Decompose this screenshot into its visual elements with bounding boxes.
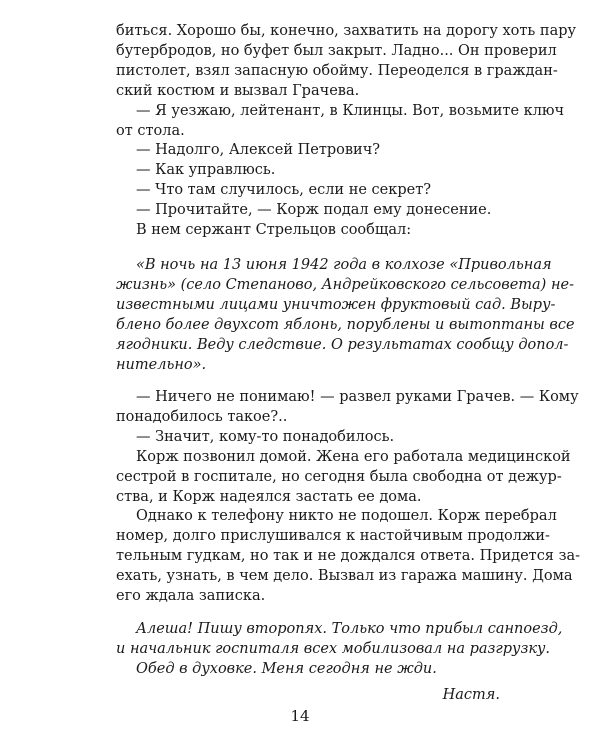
dialogue-paragraph [116,181,500,201]
text-line: известными лицами уничтожен фруктовый сад. Выру- [116,296,556,313]
text-line: бутербродов, но буфет был закрыт. Ладно... Он проверил [116,42,557,59]
text-line: сестрой в госпитале, но сегодня была свободна от дежур- [116,468,562,485]
narrative-top [116,22,577,241]
note-paragraph [116,620,563,660]
text-line: — Прочитайте, — Корж подал ему донесение. [136,202,492,219]
text-line: — Ничего не понимаю! — развел руками Грачев. — Кому [136,389,579,405]
dialogue-paragraph [116,102,565,142]
text-line: ский костюм и вызвал Грачева. [116,82,360,99]
text-line: В нем сержант Стрельцов сообщал: [136,222,412,239]
page-number: 14 [290,707,310,725]
paragraph [116,448,571,508]
paragraph [116,221,500,241]
paragraph [116,507,581,607]
text-line: нительно». [116,356,207,373]
dialogue-paragraph [116,388,579,428]
text-line: ства, и Корж надеялся застать ее дома. [116,488,422,505]
report-quote [116,256,575,375]
text-line: Однако к телефону никто не подошел. Корж перебрал [136,508,557,525]
text-line: номер, долго прислушивался к настойчивым продолжи- [116,528,550,545]
text-line: и начальник госпиталя всех мобилизовал на разгрузку. [116,640,551,657]
dialogue-paragraph [116,141,500,161]
text-line: Корж позвонил домой. Жена его работала медицинской [136,448,571,465]
text-line: — Как управлюсь. [136,162,276,179]
note-signature: Настя. [442,686,500,703]
note-from-wife [116,620,563,706]
dialogue-paragraph [116,161,500,181]
text-line: — Я уезжаю, лейтенант, в Клинцы. Вот, возьмите ключ [136,102,565,119]
text-line: его ждала записка. [116,588,266,605]
dialogue-paragraph [116,201,500,221]
text-line: — Значит, кому-то понадобилось. [136,428,395,445]
text-line: Обед в духовке. Меня сегодня не жди. [136,660,437,677]
text-line: биться. Хорошо бы, конечно, захватить на дорогу хоть пару [116,23,577,39]
text-line: ехать, узнать, в чем дело. Вызвал из гаража машину. Дома [116,568,573,585]
text-line: понадобилось такое?.. [116,408,288,425]
text-line: Алеша! Пишу второпях. Только что прибыл санпоезд, [136,621,563,637]
dialogue-paragraph [116,428,500,448]
text-line: от стола. [116,122,185,139]
text-line: тельным гудкам, но так и не дождался ответа. Придется за- [116,548,581,565]
text-line: «В ночь на 13 июня 1942 года в колхозе «Привольная [136,257,552,273]
note-paragraph [116,660,500,680]
paragraph [116,22,577,102]
text-line: жизнь» (село Степаново, Андрейковского сельсовета) не- [116,276,574,293]
text-line: ягодники. Веду следствие. О результатах сообщу допол- [116,336,569,353]
text-line: — Надолго, Алексей Петрович? [136,142,381,159]
text-line: блено более двухсот яблонь, порублены и вытоптаны все [116,316,575,333]
text-line: — Что там случилось, если не секрет? [136,182,431,199]
narrative-middle [116,388,581,607]
text-line: пистолет, взял запасную обойму. Переоделся в граждан- [116,62,558,79]
